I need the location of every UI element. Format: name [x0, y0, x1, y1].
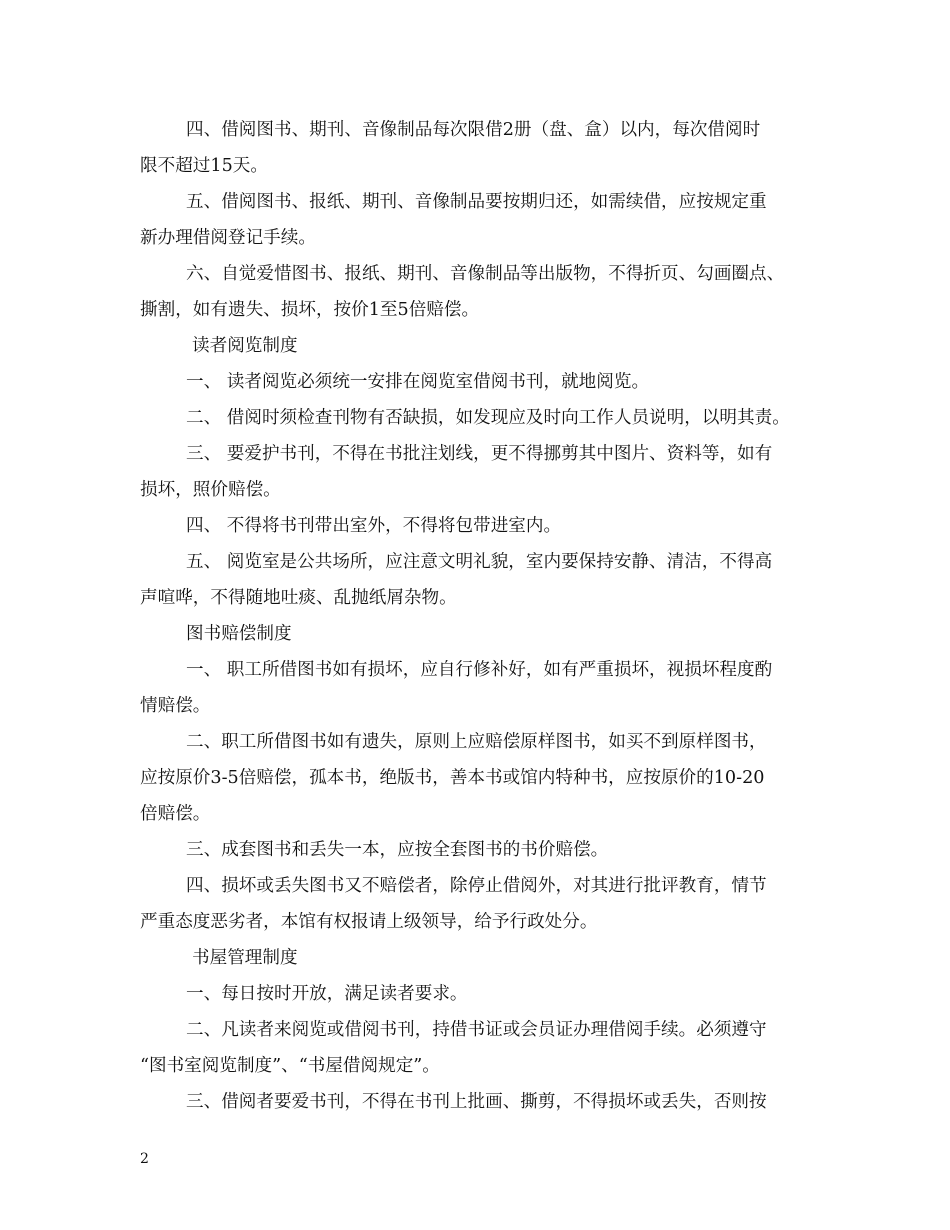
text-line: 二、凡读者来阅览或借阅书刊，持借书证或会员证办理借阅手续。必须遵守 — [186, 1020, 767, 1040]
text-line: “图书室阅览制度”、“书屋借阅规定”。 — [140, 1056, 440, 1076]
text-line: 三、成套图书和丢失一本，应按全套图书的书价赔偿。 — [186, 840, 609, 860]
text-line: 一、每日按时开放，满足读者要求。 — [186, 984, 468, 1004]
text-line: 四、损坏或丢失图书又不赔偿者，除停止借阅外，对其进行批评教育，情节 — [186, 876, 767, 896]
text-line: 撕割，如有遗失、损坏，按价1至5倍赔偿。 — [140, 300, 480, 320]
text-line: 声喧哗，不得随地吐痰、乱抛纸屑杂物。 — [140, 588, 457, 608]
text-line: 一、 职工所借图书如有损坏，应自行修补好，如有严重损坏，视损坏程度酌 — [186, 660, 773, 680]
section-heading: 图书赔偿制度 — [186, 624, 292, 644]
text-line: 二、职工所借图书如有遗失，原则上应赔偿原样图书，如买不到原样图书， — [186, 732, 767, 752]
text-line: 限不超过15天。 — [140, 156, 268, 176]
text-line: 五、借阅图书、报纸、期刊、音像制品要按期归还，如需续借，应按规定重 — [186, 192, 767, 212]
text-line: 四、 不得将书刊带出室外，不得将包带进室内。 — [186, 516, 562, 536]
text-line: 新办理借阅登记手续。 — [140, 228, 316, 248]
text-line: 情赔偿。 — [140, 696, 211, 716]
text-line: 三、 要爱护书刊，不得在书批注划线，更不得挪剪其中图片、资料等，如有 — [186, 444, 773, 464]
text-line: 损坏，照价赔偿。 — [140, 480, 281, 500]
text-line: 五、 阅览室是公共场所，应注意文明礼貌，室内要保持安静、清洁，不得高 — [186, 552, 773, 572]
text-line: 三、借阅者要爱书刊，不得在书刊上批画、撕剪，不得损坏或丢失，否则按 — [186, 1092, 767, 1112]
text-line: 一、 读者阅览必须统一安排在阅览室借阅书刊，就地阅览。 — [186, 372, 650, 392]
section-heading: 书屋管理制度 — [192, 948, 298, 968]
text-line: 四、借阅图书、期刊、音像制品每次限借2册（盘、盒）以内，每次借阅时 — [186, 120, 761, 140]
text-line: 倍赔偿。 — [140, 804, 211, 824]
text-line: 严重态度恶劣者，本馆有权报请上级领导，给予行政处分。 — [140, 912, 598, 932]
text-line: 六、自觉爱惜图书、报纸、期刊、音像制品等出版物，不得折页、勾画圈点、 — [186, 264, 785, 284]
page-number: 2 — [140, 1151, 149, 1167]
section-heading: 读者阅览制度 — [192, 336, 298, 356]
text-line: 二、 借阅时须检查刊物有否缺损，如发现应及时向工作人员说明，以明其责。 — [186, 408, 790, 428]
text-line: 应按原价3-5倍赔偿，孤本书，绝版书，善本书或馆内特种书，应按原价的10-20 — [140, 768, 765, 788]
